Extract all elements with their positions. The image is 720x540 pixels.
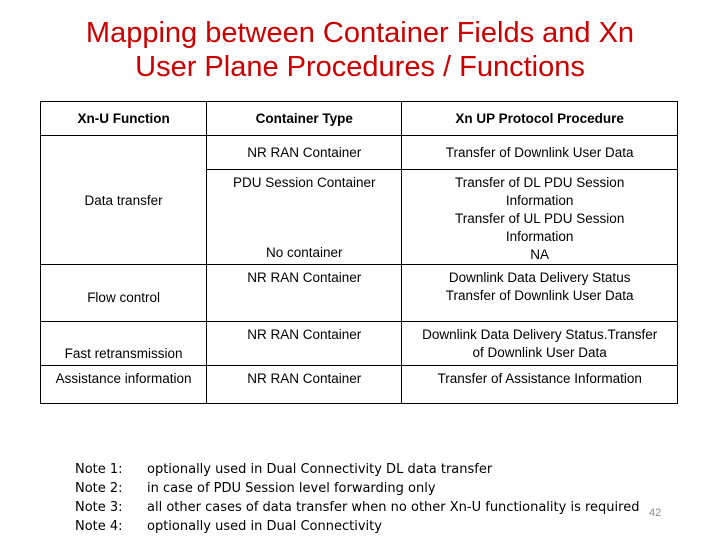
container-cell: NR RAN Container [207, 322, 402, 366]
note-4 [75, 517, 639, 536]
note-text: optionally used in Dual Connectivity [147, 519, 382, 534]
procedure-cell [402, 265, 678, 322]
note-text: optionally used in Dual Connectivity DL data transfer [147, 462, 493, 477]
table-row [41, 366, 678, 404]
function-label: Flow control [87, 290, 160, 305]
function-flow-control [41, 265, 207, 322]
procedure-cell [402, 366, 678, 404]
container-cell: PDU Session Container [207, 170, 402, 244]
note-text: in case of PDU Session level forwarding only [147, 481, 436, 496]
procedure-line: Downlink Data Delivery Status.Transfer [422, 327, 658, 342]
mapping-table [40, 101, 678, 404]
table-row [41, 136, 678, 170]
table-row [41, 265, 678, 322]
header-procedure: Xn UP Protocol Procedure [402, 102, 678, 136]
header-row [41, 102, 678, 136]
function-data-transfer [41, 136, 207, 265]
header-container-type: Container Type [207, 102, 402, 136]
procedure-line: Transfer of Downlink User Data [445, 144, 634, 160]
container-cell: NR RAN Container [207, 366, 402, 404]
container-cell: No container [207, 243, 402, 264]
procedure-line: of Downlink User Data [472, 345, 607, 360]
procedure-line: Transfer of Assistance Information [437, 371, 642, 386]
note-2 [75, 479, 639, 498]
function-assistance: Assistance information [41, 366, 207, 404]
container-cell: NR RAN Container [207, 265, 402, 322]
header-function: Xn-U Function [41, 102, 207, 136]
container-cell: NR RAN Container [207, 136, 402, 170]
note-1 [75, 460, 639, 479]
procedure-line: Information [505, 229, 574, 244]
procedure-line: Transfer of Downlink User Data [445, 288, 634, 303]
procedure-cell [402, 170, 678, 265]
function-label: Data transfer [84, 192, 163, 208]
procedure-line: NA [530, 247, 550, 262]
note-label: Note 3: [75, 500, 123, 515]
table-row [41, 322, 678, 366]
procedure-cell [402, 136, 678, 170]
page-number: 42 [649, 507, 662, 519]
procedure-line: Transfer of UL PDU Session [455, 211, 625, 226]
note-label: Note 1: [75, 462, 123, 477]
notes-list [75, 460, 639, 536]
title-line-2: User Plane Procedures / Functions [135, 51, 585, 83]
note-3 [75, 498, 639, 517]
procedure-cell [402, 322, 678, 366]
procedure-line: Information [505, 193, 574, 208]
procedure-line: Transfer of DL PDU Session [455, 175, 625, 190]
note-label: Note 2: [75, 481, 123, 496]
slide-title [0, 16, 720, 84]
title-line-1: Mapping between Container Fields and Xn [85, 17, 635, 49]
function-label: Fast retransmission [64, 346, 183, 361]
procedure-line: Downlink Data Delivery Status [448, 270, 631, 285]
note-text: all other cases of data transfer when no other Xn-U functionality is required [147, 500, 640, 515]
note-label: Note 4: [75, 519, 123, 534]
function-fast-retransmission [41, 322, 207, 366]
